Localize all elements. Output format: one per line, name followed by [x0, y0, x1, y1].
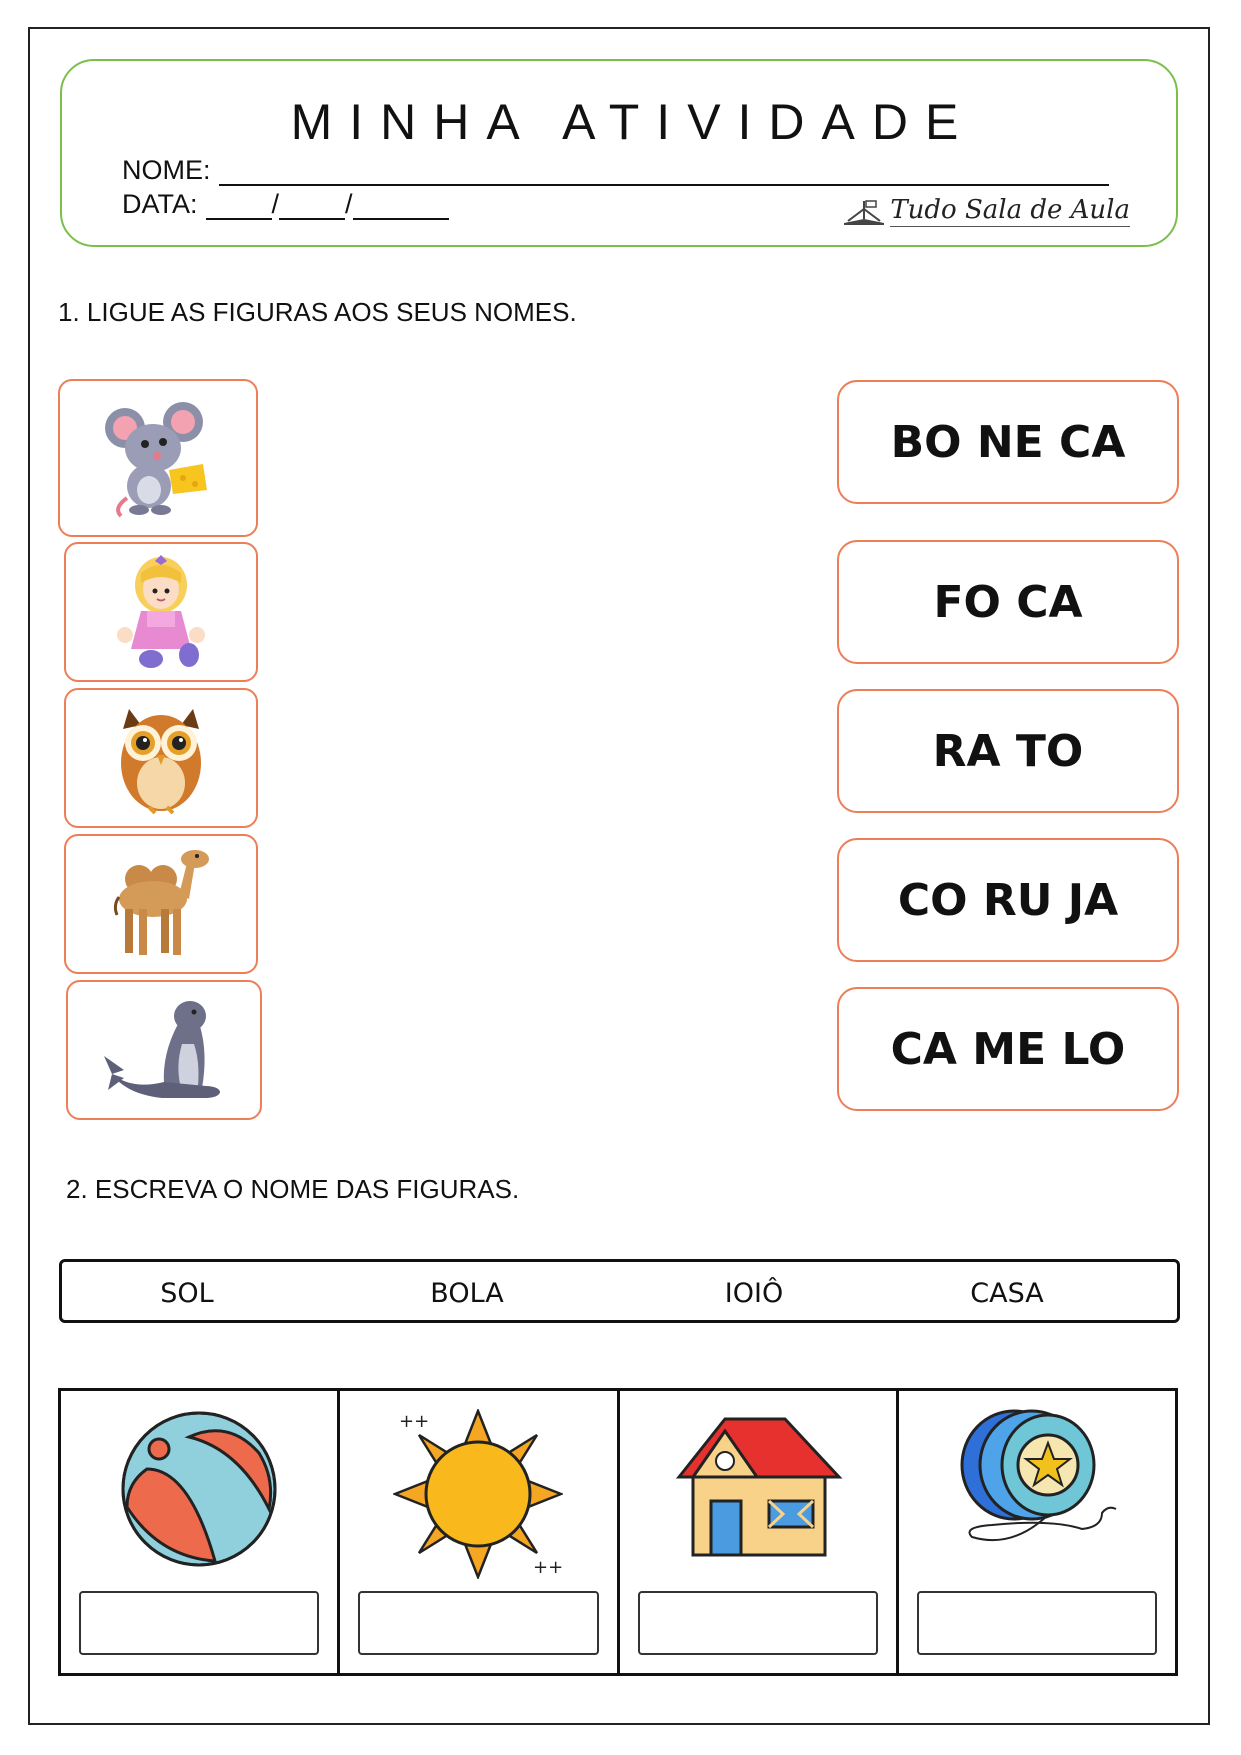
page-title: MINHA ATIVIDADE — [290, 94, 976, 150]
date-year-line[interactable] — [353, 196, 449, 220]
bank-word: SOL — [160, 1278, 214, 1309]
name-line[interactable] — [219, 162, 1109, 186]
camel-icon — [109, 845, 213, 963]
word-card[interactable]: CA ME LO — [837, 987, 1179, 1111]
svg-text:++: ++ — [533, 1557, 564, 1578]
yoyo-icon — [952, 1409, 1122, 1559]
word-card[interactable]: RA TO — [837, 689, 1179, 813]
word-card[interactable]: CO RU JA — [837, 838, 1179, 962]
doll-icon — [111, 553, 211, 671]
seal-icon — [102, 994, 226, 1106]
question-2: 2. ESCREVA O NOME DAS FIGURAS. — [66, 1174, 520, 1204]
grid-cell-ball — [61, 1391, 340, 1673]
book-icon — [842, 197, 886, 227]
logo-text: Tudo Sala de Aula — [890, 195, 1130, 225]
bank-word: CASA — [970, 1278, 1044, 1309]
svg-text:++: ++ — [399, 1411, 430, 1432]
name-field[interactable] — [122, 155, 1109, 186]
grid-cell-house — [620, 1391, 899, 1673]
word-card[interactable]: BO NE CA — [837, 380, 1179, 504]
date-separator: / — [345, 189, 353, 219]
mouse-icon — [103, 398, 213, 518]
picture-card-camel[interactable] — [64, 834, 258, 974]
answer-box[interactable] — [79, 1591, 319, 1655]
date-field[interactable] — [122, 189, 449, 220]
date-month-line[interactable] — [279, 196, 345, 220]
header-box — [60, 59, 1178, 247]
bank-word: IOIÔ — [724, 1278, 784, 1309]
date-separator: / — [271, 189, 280, 219]
picture-card-owl[interactable] — [64, 688, 258, 828]
sun-icon — [393, 1409, 563, 1579]
brand-logo — [842, 195, 1130, 227]
bank-word: BOLA — [430, 1278, 504, 1309]
picture-grid — [58, 1388, 1178, 1676]
word-bank — [59, 1259, 1180, 1323]
owl-icon — [113, 699, 209, 817]
word-card[interactable]: FO CA — [837, 540, 1179, 664]
answer-box[interactable] — [917, 1591, 1157, 1655]
question-1: 1. LIGUE AS FIGURAS AOS SEUS NOMES. — [58, 297, 577, 327]
grid-cell-sun — [340, 1391, 619, 1673]
house-icon — [673, 1409, 843, 1559]
picture-card-mouse[interactable] — [58, 379, 258, 537]
ball-icon — [119, 1409, 279, 1569]
picture-card-doll[interactable] — [64, 542, 258, 682]
name-label: NOME: — [122, 155, 211, 185]
answer-box[interactable] — [638, 1591, 878, 1655]
date-label: DATA: — [122, 189, 198, 219]
date-day-line[interactable] — [206, 196, 272, 220]
grid-cell-yoyo — [899, 1391, 1175, 1673]
picture-card-seal[interactable] — [66, 980, 262, 1120]
answer-box[interactable] — [358, 1591, 598, 1655]
